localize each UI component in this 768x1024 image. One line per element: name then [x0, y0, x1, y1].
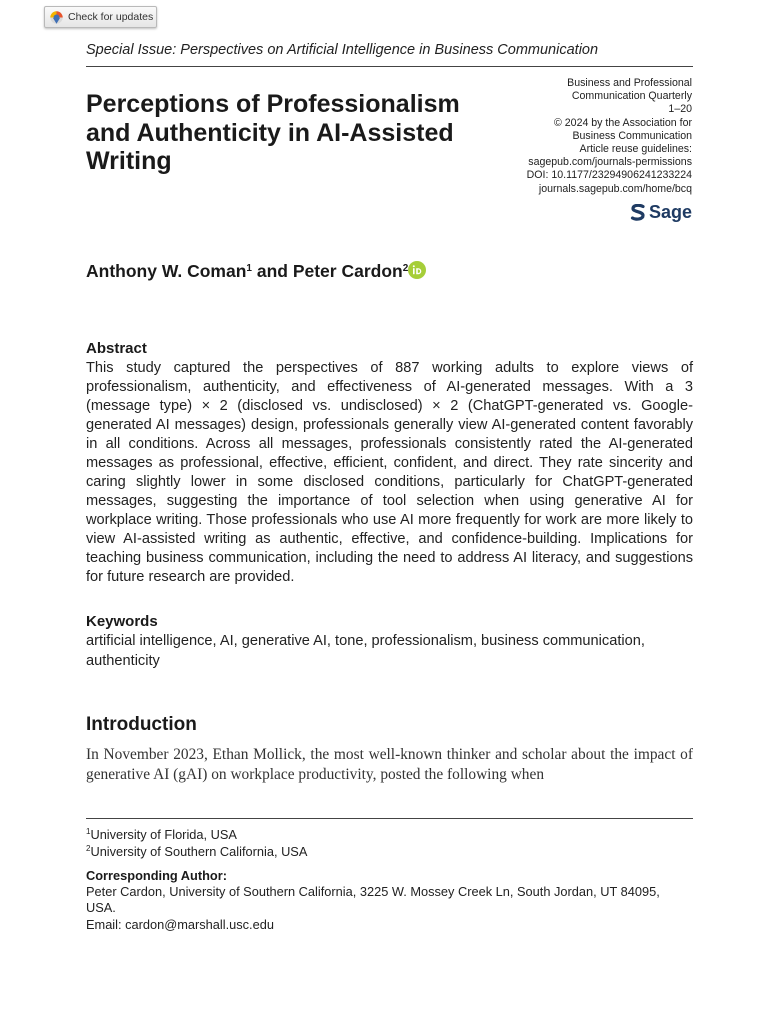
abstract-heading: Abstract — [86, 340, 147, 357]
affiliation-text: University of Southern California, USA — [90, 844, 308, 859]
introduction-heading: Introduction — [86, 714, 197, 735]
affiliation-1 — [86, 827, 237, 842]
affiliation-mark: 1 — [246, 263, 252, 274]
sage-logo — [630, 201, 692, 223]
check-for-updates-button[interactable] — [44, 6, 157, 28]
abstract-text: This study captured the perspectives of 887 working adults to explore views of professionalism, authenticity, and effectiveness of AI-generated messages. With a 3 (message type) × 2 (disclosed vs. undisclosed) × 2 (ChatGPT-generated vs. Google-generated AI messages) design, professionals generally view AI-generated content favorably in all conditions. Across all messages, professionals consistently rated the AI-generated messages as professional, effective, efficient, confident, and direct. They rate sincerity and caring slightly lower in some disclosed conditions, particularly for ChatGPT-generated messages, suggesting the importance of tool selection when using generative AI for workplace writing. Those professionals who use AI more frequently for work are more likely to view AI-assisted writing as authentic, effective, and confidence-building. Implications for teaching business communication, including the need to address AI literacy, and suggestions for future research are provided. — [86, 360, 693, 585]
affiliation-text: University of Florida, USA — [90, 827, 237, 842]
affiliation-mark: 2 — [86, 844, 91, 853]
introduction-text: In November 2023, Ethan Mollick, the most well-known thinker and scholar about the impact of generative AI (gAI) on workplace productivity, posted the following when — [86, 746, 693, 783]
crossmark-icon — [50, 11, 63, 24]
corresponding-author-address: Peter Cardon, University of Southern California, 3225 W. Mossey Creek Ln, South Jordan, UT 84095, USA. — [86, 884, 660, 915]
header-divider — [86, 66, 693, 67]
keywords-text: artificial intelligence, AI, generative AI, tone, professionalism, business communication, authenticity — [86, 633, 645, 669]
doi[interactable]: DOI: 10.1177/23294906241233224 — [526, 169, 692, 182]
affiliation-2 — [86, 844, 307, 859]
article-title: Perceptions of Professionalism and Authenticity in AI-Assisted Writing — [86, 90, 460, 175]
reuse-guidelines-label: Article reuse guidelines: — [579, 143, 692, 156]
affiliation-mark: 1 — [86, 827, 91, 836]
page-range: 1–20 — [668, 103, 692, 116]
author-list — [86, 261, 426, 282]
footnote-divider — [86, 818, 693, 819]
copyright-line-1: © 2024 by the Association for — [554, 116, 692, 129]
copyright-line-2: Business Communication — [572, 129, 692, 142]
sage-s-icon — [630, 204, 646, 221]
journal-name-line-2: Communication Quarterly — [571, 90, 692, 103]
author-connector: and — [251, 261, 293, 281]
permissions-link[interactable]: sagepub.com/journals-permissions — [528, 156, 692, 169]
sage-logo-text: Sage — [648, 201, 692, 222]
author-name: Peter Cardon — [292, 261, 403, 281]
journal-name-line-1: Business and Professional — [567, 77, 692, 89]
keywords-heading: Keywords — [86, 613, 158, 630]
journal-metadata — [462, 77, 692, 196]
author-name: Anthony W. Coman — [86, 261, 247, 281]
affiliation-mark: 2 — [402, 263, 409, 274]
orcid-icon[interactable] — [408, 261, 426, 279]
special-issue-header: Special Issue: Perspectives on Artificial Intelligence in Business Communication — [86, 42, 599, 58]
corresponding-author-email[interactable]: Email: cardon@marshall.usc.edu — [86, 917, 274, 932]
check-for-updates-label: Check for updates — [68, 11, 154, 23]
corresponding-author-heading: Corresponding Author: — [86, 868, 227, 883]
journal-homepage-link[interactable]: journals.sagepub.com/home/bcq — [538, 182, 692, 195]
